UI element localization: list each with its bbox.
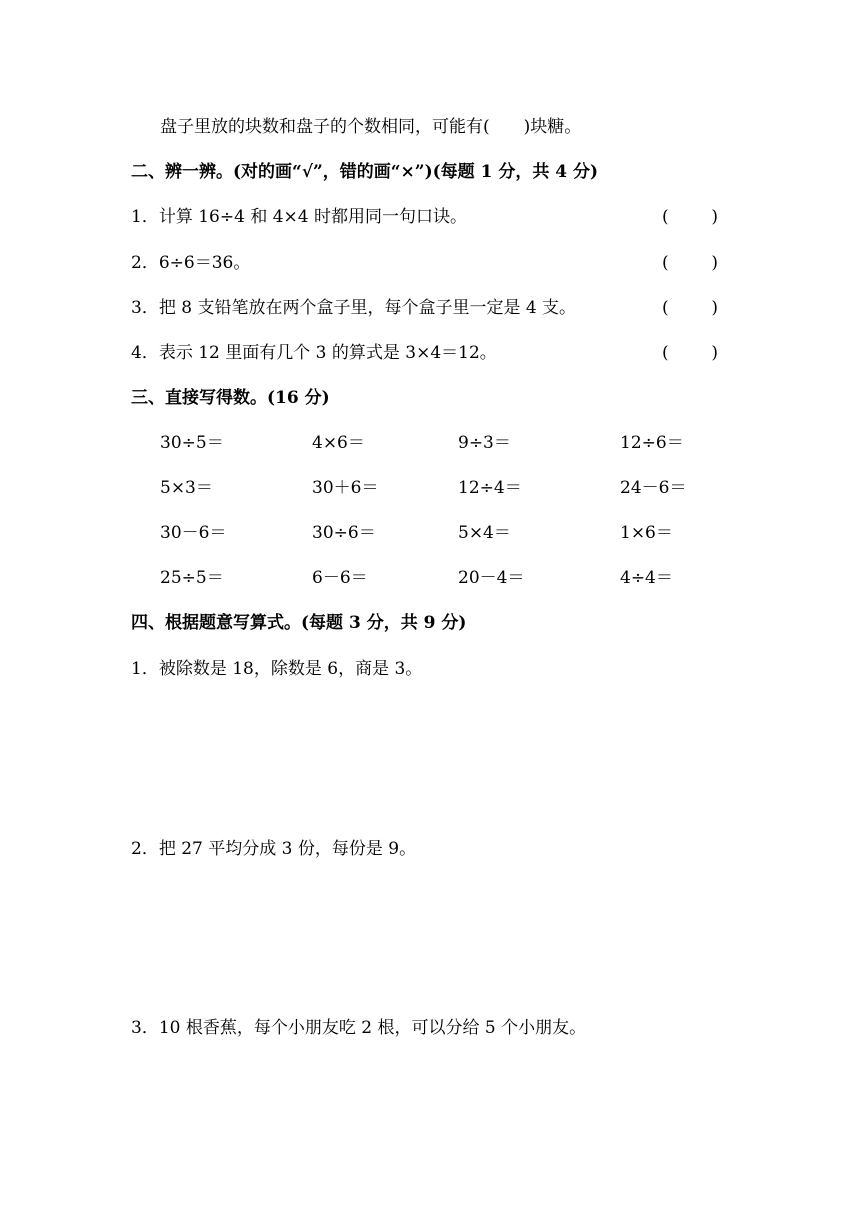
section-4-title: 四、根据题意写算式。(每题 3 分，共 9 分)	[131, 613, 467, 633]
calc-item: 9÷3＝	[458, 433, 511, 453]
calc-item: 20－4＝	[458, 568, 525, 588]
paren-close: )	[711, 253, 718, 273]
calc-item: 30÷6＝	[312, 523, 376, 543]
judge-item-2: 2．6÷6＝36。	[131, 253, 251, 273]
paren-open: (	[662, 207, 669, 227]
answer-paren-3	[662, 298, 718, 318]
judge-item-1: 1．计算 16÷4 和 4×4 时都用同一句口诀。	[131, 207, 467, 227]
section-2-title: 二、辨一辨。(对的画“√”，错的画“×”)(每题 1 分，共 4 分)	[131, 162, 599, 182]
answer-paren-2	[662, 253, 718, 273]
paren-open: (	[662, 298, 669, 318]
calc-item: 30＋6＝	[312, 478, 379, 498]
judge-item-3: 3．把 8 支铅笔放在两个盒子里，每个盒子里一定是 4 支。	[131, 298, 577, 318]
calc-item: 30÷5＝	[160, 433, 224, 453]
intro-question: 盘子里放的块数和盘子的个数相同，可能有( )块糖。	[160, 117, 582, 137]
paren-close: )	[711, 343, 718, 363]
formula-item-3: 3．10 根香蕉，每个小朋友吃 2 根，可以分给 5 个小朋友。	[131, 1018, 587, 1038]
formula-item-2: 2．把 27 平均分成 3 份，每份是 9。	[131, 839, 417, 859]
answer-paren-4	[662, 343, 718, 363]
section-3-title: 三、直接写得数。(16 分)	[131, 388, 330, 408]
calc-item: 1×6＝	[620, 523, 673, 543]
calc-item: 25÷5＝	[160, 568, 224, 588]
calc-item: 4÷4＝	[620, 568, 673, 588]
paren-close: )	[711, 298, 718, 318]
formula-item-1: 1．被除数是 18，除数是 6，商是 3。	[131, 659, 423, 679]
calc-item: 24－6＝	[620, 478, 687, 498]
answer-paren-1	[662, 207, 718, 227]
judge-item-4: 4．表示 12 里面有几个 3 的算式是 3×4＝12。	[131, 343, 497, 363]
paren-open: (	[662, 253, 669, 273]
calc-item: 4×6＝	[312, 433, 365, 453]
calc-item: 6－6＝	[312, 568, 368, 588]
calc-item: 5×4＝	[458, 523, 511, 543]
calc-item: 12÷4＝	[458, 478, 522, 498]
calc-item: 5×3＝	[160, 478, 213, 498]
calc-item: 12÷6＝	[620, 433, 684, 453]
calc-item: 30－6＝	[160, 523, 227, 543]
paren-close: )	[711, 207, 718, 227]
paren-open: (	[662, 343, 669, 363]
